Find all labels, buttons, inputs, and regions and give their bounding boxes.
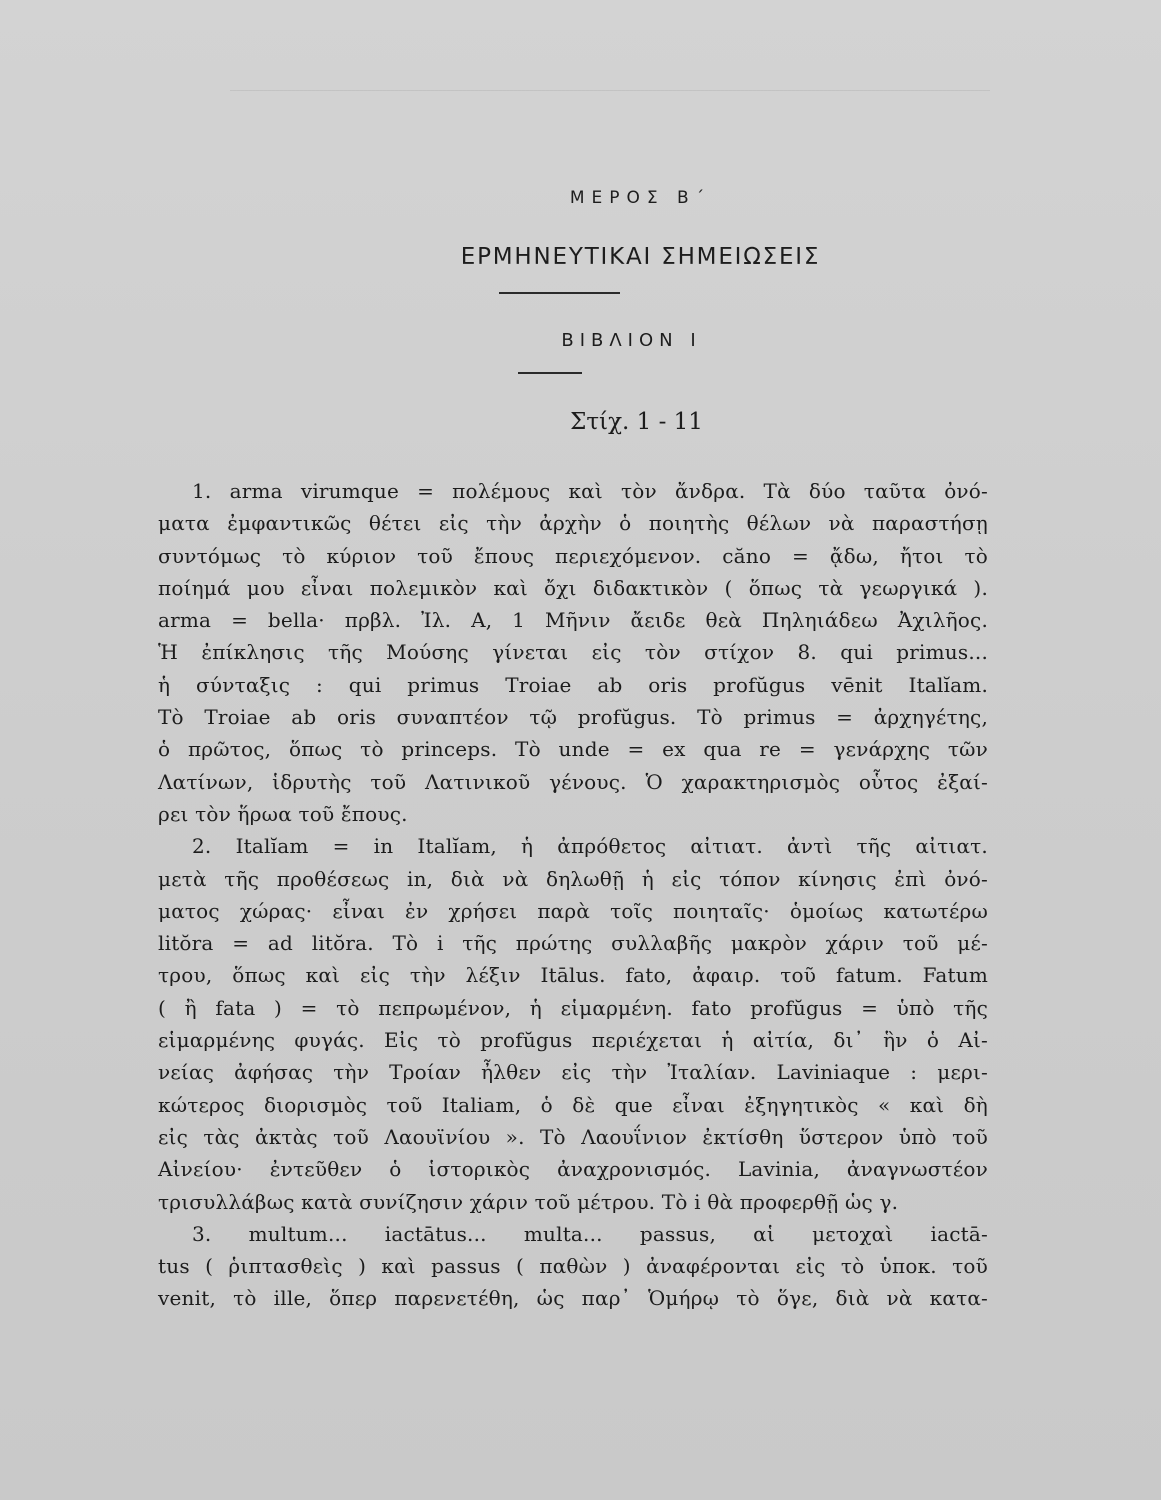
text-line: ἡ σύνταξις : qui primus Troiae ab oris profŭgus vēnit Italĭam. [158,672,988,697]
commentary-text [158,475,988,1315]
text-line: κώτερος διορισμὸς τοῦ Italiam, ὁ δὲ que εἶναι ἐξηγητικὸς « καὶ δὴ [158,1092,988,1117]
text-line: νείας ἀφήσας τὴν Τροίαν ἦλθεν εἰς τὴν Ἰταλίαν. Laviniaque : μερι- [158,1060,988,1085]
book-title: ΒΙΒΛΙΟΝ Ι [561,330,702,351]
text-line: 1. arma virumque = πολέμους καὶ τὸν ἄνδρα. Τὰ δύο ταῦτα ὀνό- [192,479,988,503]
text-line: venit, τὸ ille, ὅπερ παρενετέθη, ὡς παρ᾽ Ὁμήρῳ τὸ ὅγε, διὰ νὰ κατα- [158,1286,988,1311]
text-line: τρισυλλάβως κατὰ συνίζησιν χάριν τοῦ μέτρου. Τὸ i θὰ προφερθῇ ὡς γ. [158,1189,899,1214]
text-line: ρει τὸν ἥρωα τοῦ ἔπους. [158,801,408,826]
text-line: Αἰνείου· ἐντεῦθεν ὁ ἱστορικὸς ἀναχρονισμός. Lavinia, ἀναγνωστέον [158,1157,988,1182]
divider-rule [499,292,620,294]
text-line: Λατίνων, ἱδρυτὴς τοῦ Λατινικοῦ γένους. Ὁ χαρακτηρισμὸς οὗτος ἐξαί- [158,769,988,794]
text-line: εἱμαρμένης φυγάς. Εἰς τὸ profŭgus περιέχεται ἡ αἰτία, δι᾽ ἣν ὁ Αἰ- [158,1028,988,1053]
text-line: εἰς τὰς ἀκτὰς τοῦ Λαουϊνίου ». Τὸ Λαουΐνιον ἐκτίσθη ὕστερον ὑπὸ τοῦ [158,1124,988,1149]
text-line: tus ( ῥιπτασθεὶς ) καὶ passus ( παθὼν ) ἀναφέρονται εἰς τὸ ὑποκ. τοῦ [158,1254,988,1279]
text-line: μετὰ τῆς προθέσεως in, διὰ νὰ δηλωθῇ ἡ εἰς τόπον κίνησις ἐπὶ ὀνό- [158,866,988,891]
section-title: ΕΡΜΗΝΕΥΤΙΚΑΙ ΣΗΜΕΙΩΣΕΙΣ [460,244,821,270]
text-line: ( ἢ fata ) = τὸ πεπρωμένον, ἡ εἱμαρμένη. fato profŭgus = ὑπὸ τῆς [158,995,988,1020]
verse-range: Στίχ. 1 - 11 [570,409,703,435]
text-line: 3. multum... iactātus... multa... passus, αἱ μετοχαὶ iactā- [192,1221,988,1246]
text-line: συντόμως τὸ κύριον τοῦ ἔπους περιεχόμενον. căno = ᾄδω, ἤτοι τὸ [158,543,988,568]
text-line: 2. Italĭam = in Italĭam, ἡ ἀπρόθετος αἰτιατ. ἀντὶ τῆς αἰτιατ. [192,834,988,859]
text-line: Ἡ ἐπίκλησις τῆς Μούσης γίνεται εἰς τὸν στίχον 8. qui primus... [158,640,988,665]
text-line: ὁ πρῶτος, ὅπως τὸ princeps. Τὸ unde = ex qua re = γενάρχης τῶν [158,737,988,762]
text-line: ματος χώρας· εἶναι ἐν χρήσει παρὰ τοῖς ποιηταῖς· ὁμοίως κατωτέρω [158,898,988,923]
text-line: litŏra = ad litŏra. Τὸ i τῆς πρώτης συλλαβῆς μακρὸν χάριν τοῦ μέ- [158,931,988,956]
divider-rule-short [518,372,582,374]
text-line: ποίημά μου εἶναι πολεμικὸν καὶ ὄχι διδακτικὸν ( ὅπως τὰ γεωργικά ). [158,575,988,600]
part-title: ΜΕΡΟΣ Β΄ [569,188,712,208]
text-line: τρου, ὅπως καὶ εἰς τὴν λέξιν Itālus. fato, ἀφαιρ. τοῦ fatum. Fatum [158,963,988,988]
text-line: Τὸ Troiae ab oris συναπτέον τῷ profŭgus. Τὸ primus = ἀρχηγέτης, [158,705,988,730]
bleed-through-header [230,60,990,91]
text-line: arma = bella· πρβλ. Ἰλ. Α, 1 Μῆνιν ἄειδε θεὰ Πηληιάδεω Ἀχιλῆος. [158,608,988,633]
text-line: ματα ἐμφαντικῶς θέτει εἰς τὴν ἀρχὴν ὁ ποιητὴς θέλων νὰ παραστήσῃ [158,511,988,536]
